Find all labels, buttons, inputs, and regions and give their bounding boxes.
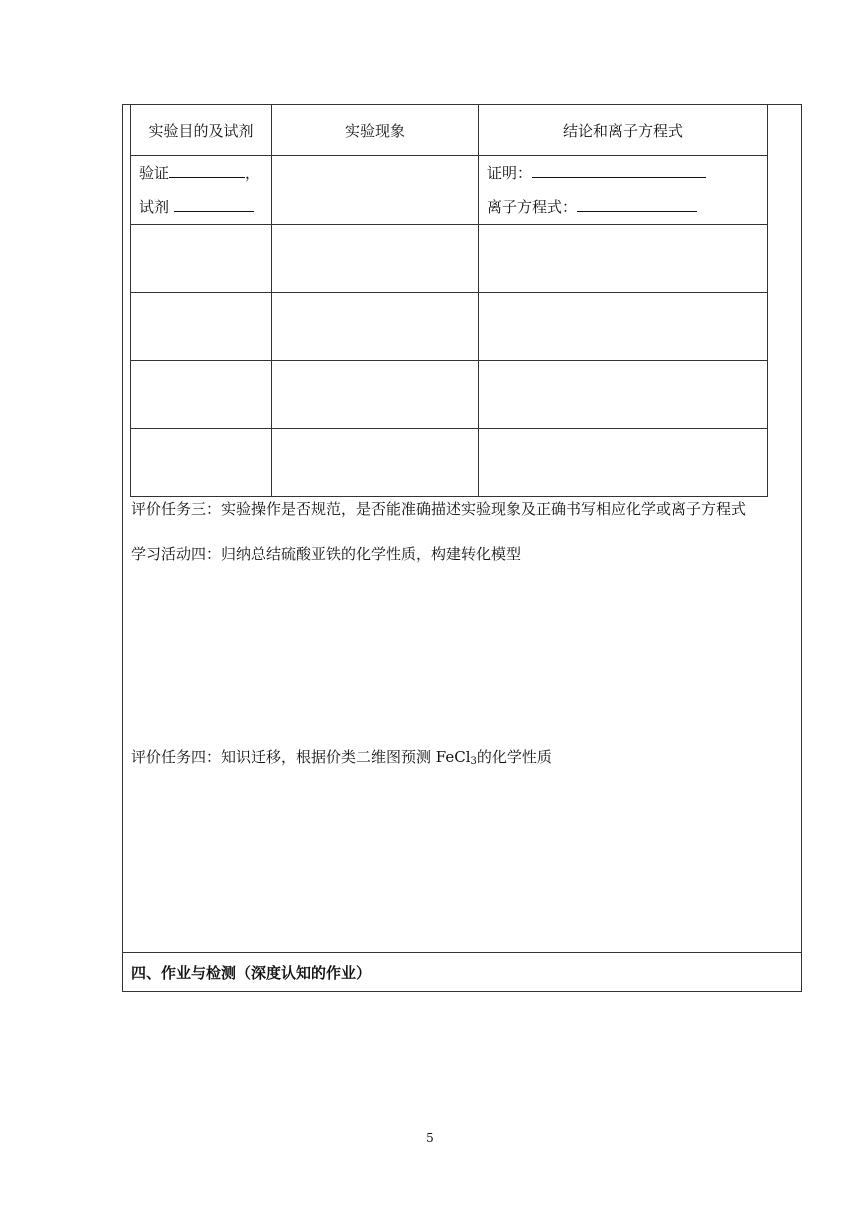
table-cell[interactable] (479, 429, 768, 497)
table-row (131, 156, 768, 225)
table-cell[interactable] (272, 225, 479, 293)
prove-blank[interactable] (532, 161, 706, 178)
table-cell[interactable] (131, 225, 272, 293)
verify-label: 验证 (139, 164, 170, 182)
eval-task-4-prefix: 评价任务四：知识迁移，根据价类二维图预测 FeCl (131, 748, 471, 766)
eval-task-4-suffix: 的化学性质 (476, 748, 552, 766)
verify-blank[interactable] (169, 161, 245, 178)
table-cell[interactable] (131, 293, 272, 361)
eval-task-4-subscript: 3 (470, 756, 477, 767)
table-cell[interactable] (479, 361, 768, 429)
activity-4: 学习活动四：归纳总结硫酸亚铁的化学性质，构建转化模型 (131, 545, 522, 563)
header-purpose: 实验目的及试剂 (131, 105, 272, 156)
purpose-cell (131, 156, 272, 225)
table-cell[interactable] (131, 361, 272, 429)
table-cell[interactable] (479, 293, 768, 361)
page-number: 5 (426, 1131, 434, 1145)
reagent-blank[interactable] (174, 195, 254, 212)
table-row (131, 361, 768, 429)
table-row (131, 293, 768, 361)
header-conclusion: 结论和离子方程式 (479, 105, 768, 156)
table-cell[interactable] (479, 225, 768, 293)
table-header-row (131, 105, 768, 156)
table-row (131, 429, 768, 497)
table-row (131, 225, 768, 293)
section-4-title: 四、作业与检测（深度认知的作业） (131, 964, 372, 982)
table-cell[interactable] (272, 361, 479, 429)
table-cell[interactable] (272, 429, 479, 497)
phenomenon-cell (272, 156, 479, 225)
eval-task-4 (131, 746, 796, 773)
table-cell[interactable] (272, 293, 479, 361)
eval-task-3: 评价任务三：实验操作是否规范，是否能准确描述实验现象及正确书写相应化学或离子方程式 (131, 500, 747, 518)
section-divider (123, 952, 801, 953)
equation-label: 离子方程式： (487, 198, 578, 216)
prove-label: 证明： (487, 164, 533, 182)
experiment-table (130, 104, 768, 497)
equation-blank[interactable] (577, 195, 697, 212)
table-cell[interactable] (131, 429, 272, 497)
header-phenomenon: 实验现象 (272, 105, 479, 156)
conclusion-cell (479, 156, 768, 225)
verify-suffix: ， (245, 164, 261, 182)
reagent-label: 试剂 (139, 198, 170, 216)
